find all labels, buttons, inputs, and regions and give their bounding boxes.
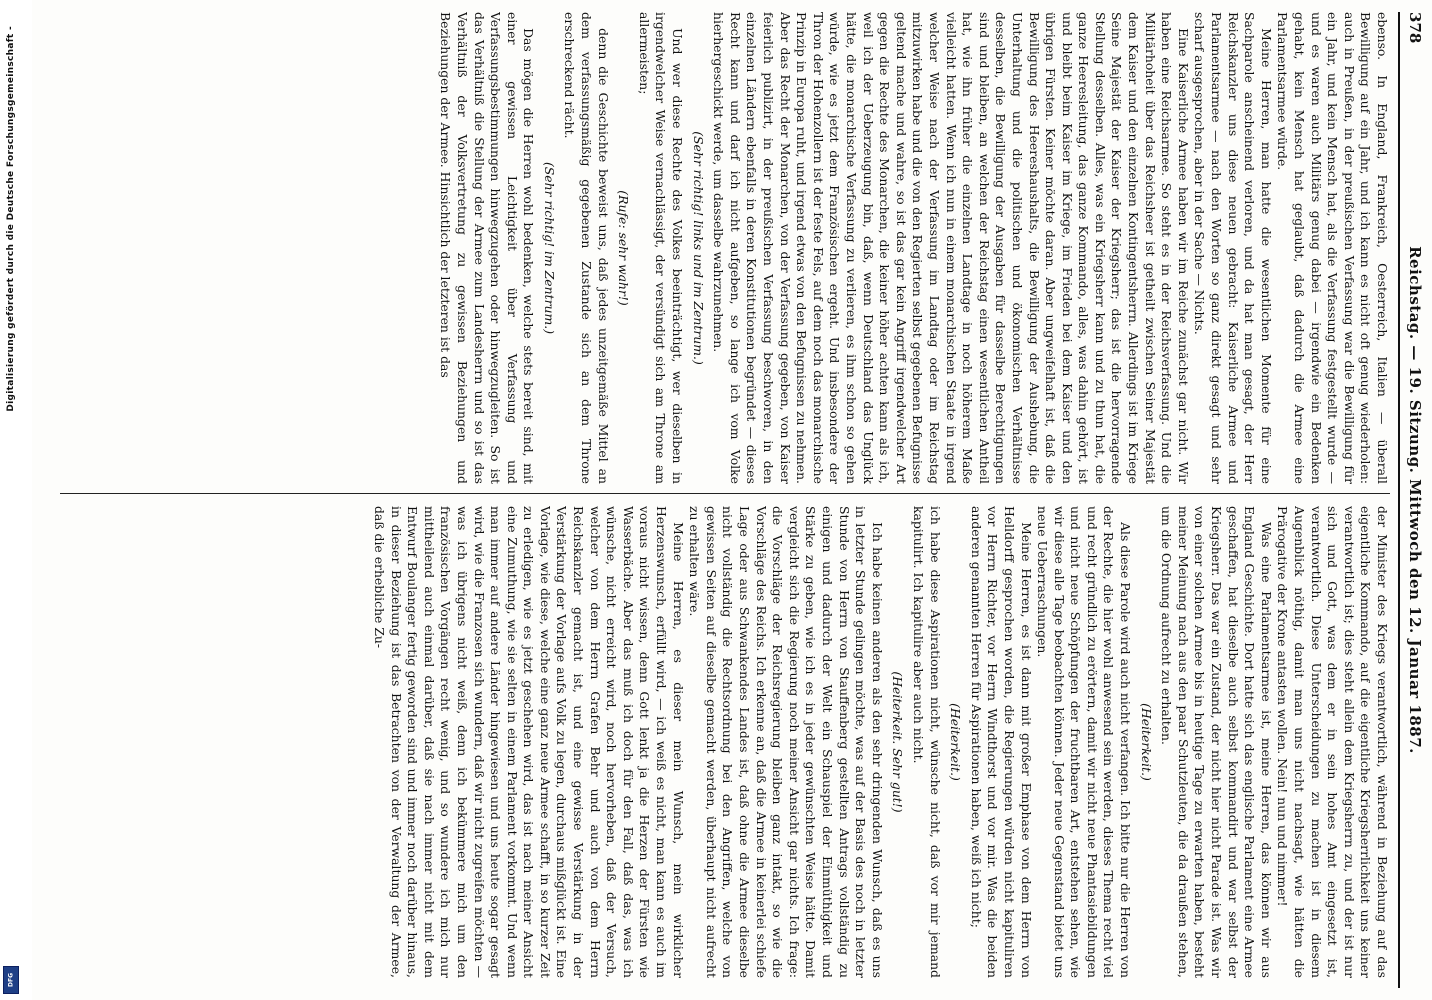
paragraph: der Minister des Kriegs verantwortlich, während in Beziehung auf das eigentliche Kommando, auf die eigentliche Kriegsherrlichkeit uns keiner verantwortlich ist; dies steht allein dem Kriegsherrn zu, und der ist nur sich und Gott, was dem er in sein hohes Amt eingesetzt ist, verantwortlich. Diese Unterscheidungen zu machen ist in diesem Augenblick nöthig, damit man uns nicht nachsagt, wie hätten die Prärogative der Krone antasten wollen. Nein! nun und nimmer! <box>1275 506 1390 978</box>
interjection: (Rufe: sehr wahr!) <box>616 190 632 306</box>
rotated-page <box>32 0 1432 1000</box>
paragraph: Und wer diese Rechte des Volkes beeinträchtigt, wer dieselben in irgendwelcher Weise vernachlässigt, der versündigt sich am Throne am allermeisten; <box>636 12 686 484</box>
paragraph: Als diese Parole wird auch nicht verfangen. Ich bitte nur die Herren von der Rechte, die hier wohl anwesend sein werden, dieses Thema recht viel und recht gründlich zu erörtern, damit wir nicht neue Phantasiebildungen und nicht neue Schöpfungen der fruchtbaren Art, entstehen sehen, wie wir diese alle Tage beobachten können. Jeder neue Gegenstand bietet uns neue Ueberraschungen. <box>1035 506 1134 978</box>
paragraph: Was eine Parlamentsarmee ist, meine Herren, das können wir aus England Geschichte. Dort hatte sich das englische Parlament eine Armee geschaffen, hat dieselbe auch selbst kommandirt und war selbst der Kriegsherr. Das war ein Zustand, der nicht hier nicht Parade ist. Was wir von einer solchen Armee bis in heutige Tage zu erwarten haben, besteht meiner Meinung nach aus den paar Schutzleuten, die da draußen stehen, um die Ordnung aufrecht zu erhalten. <box>1159 506 1274 978</box>
page-number: 378 <box>1406 12 1424 44</box>
column-divider <box>60 493 1390 494</box>
digitization-footer <box>0 0 22 1000</box>
interjection: (Heiterkeit.) <box>1138 703 1154 781</box>
footer-credit: Digitalisierung gefördert durch die Deutsche Forschungsgemeinschaft - <box>6 26 16 412</box>
left-column <box>60 12 1390 484</box>
paragraph: ebenso. In England, Frankreich, Oesterreich, Italien — überall Bewilligung auf ein Jahr, und ich kann es nicht oft genug wiederholen: auch in Preußen, in der preußischen Verfassung war die Bewilligung für ein Jahr, und kein Mensch hat, als die Verfassung festgestellt wurde — und es waren auch Militärs genug dabei — irgendwie ein Bedenken gehabt, kein Mensch hat geglaubt, daß dadurch die Armee eine Parlamentsarmee würde. <box>1275 12 1390 484</box>
paragraph: Meine Herren, es dieser mein Wunsch, mein wirklicher Herzenswunsch, erfüllt wird, — ich weiß es nicht, man kann es auch im voraus nicht wissen, denn Gott lenkt ja die Herzen der Fürsten wie Wasserbäche. Aber das muß ich doch für den Fall, daß das, was ich wünsche, nicht erreicht wird, noch hervorheben, daß der Versuch, welcher von dem Herrn Grafen Behr und auch von dem Herrn Reichskanzler gemacht ist, und eine gewisse Verstärkung in der Verstärkung der Vorlage aufs Volk zu legen, durchaus mißglückt ist. Eine Vorlage, wie diese, welche eine ganz neue Armee schafft, in so kurzer Zeit zu erledigen, wie es jetzt geschehen wird, das ist nach meiner Ansicht eine Zumuthung, wie sie selten in einem Parlament vorkommt. Und wenn man immer auf andere Länder hingewiesen und uns heute sogar gesagt wird, wie die Franzosen sich wundern, daß wir nicht zugreifen möchten — was ich übrigens nicht weiß, denn ich bekümmere mich um den französischen Vorgängen recht wenig, und so wundere ich mich nur mittheilend auch einmal darüber, daß sie nach immer nicht mit dem Entwurf Boulanger fertig geworden sind und immer noch darüber hinaus, in dieser Beziehung ist das Betrachten von der Verwaltung der Armee, daß die erhebliche Zu- <box>371 506 686 978</box>
paragraph: denn die Geschichte beweist uns, daß jedes unzeitgemäße Mittel an dem verfassungsmäßig gegebenen Zustande sich an dem Throne erschreckend rächt. <box>562 12 611 484</box>
dfg-logo-icon: DFG <box>3 966 19 994</box>
interjection: (Sehr richtig! im Zentrum.) <box>541 161 557 335</box>
paragraph: Ich habe keinen anderen als den sehr dringenden Wunsch, daß es uns in letzter Stunde gelingen möchte, was auf der Basis des noch in letzter Stunde von Herrn von Stauffenberg gestellten Antrags vollständig zu einigen und dadurch der Welt ein Schauspiel der Einmüthigkeit und Stärke zu geben, wie ich es in jeder gewünschten Weise hätte. Damit vergleicht sich die Regierung noch meiner Ansicht gar nichts. Ich frage: die Vorschläge der Reichsregierung bleiben ganz intakt, so wie die Vorschläge des Reichs. Ich erkenne an, daß die Armee in keinerlei schiefe Lage oder aus Schwankendes Landes ist, daß ohne die Armee dieselbe nicht vollständig die Rechtsordnung bei den Angriffen, welche von gewissen Seiten auf dieselbe gemacht werden, überhaupt nicht aufrecht zu erhalten wäre. <box>687 506 885 978</box>
interjection: (Heiterkeit.) <box>948 703 964 781</box>
running-title: Reichstag. — 19. Sitzung. Mittwoch den 12. Januar 1887. <box>1406 246 1424 754</box>
interjection: (Heiterkeit. Sehr gut!) <box>890 671 906 813</box>
paragraph: ich habe diese Aspirationen nicht, wünsche nicht, daß vor mir jemand kapitulirt. Ich kapitulire aber auch nicht. <box>910 506 943 978</box>
page-header <box>1398 12 1430 988</box>
paragraph: Meine Herren, es ist dann mit großer Emphase von dem Herrn von Helldorff gesprochen worden, die Regierungen würden nicht kapituliren vor Herrn Richter, vor Herrn Windthorst und vor mir. Was die beiden anderen genannten Herren für Aspirationen haben, weiß ich nicht; <box>968 506 1034 978</box>
paragraph: Das mögen die Herren wohl bedenken, welche stets bereit sind, mit einer gewissen Leichtigkeit über Verfassung und Verfassungsbestimmungen hinwegzugehen oder hinwegzugleiten. So ist das Verhältniß die Stellung der Armee zum Landesherrn und so ist das Verhältniß der Volksvertretung zu gewissen Beziehungen und Beziehungen der Armee. Hinsichtlich der letzteren ist das <box>438 12 537 484</box>
paragraph: Meine Herren, man hatte die wesentlichen Momente für eine Sachparole anscheinend verloren, und da hat man gesagt, der Herr Reichskanzler uns diese neuen gebracht: Kaiserliche Armee und Parlamentsarmee — nach den Worten so ganz direkt gesagt und sehr scharf ausgesprochen, aber in der Sache — Nichts. <box>1192 12 1274 484</box>
paragraph: Eine Kaiserliche Armee haben wir im Reiche zunächst gar nicht. Wir haben eine Reichsarmee. So steht es in der Reichsverfassung. Und die Militärhoheit über das Reichsheer ist getheilt zwischen Seiner Majestät dem Kaiser und den einzelnen Kontingentsherrn. Allerdings ist im Kriege Seine Majestät der Kaiser der Kriegsherr; das ist die hervorragende Stellung desselben. Alles, was ein Kriegsherr kann und zu thun hat, die ganze Heeresleitung, das ganze Kommando, alles, was dahin gehört, ist und bleibt beim Kaiser im Kriege, im Frieden bei dem Kaiser und den übrigen Fürsten. Keiner möchte daran. Aber ungweifelhaft ist, daß die Bewilligung des Heereshaushalts, die Bewilligung der Aushebung, die Unterhaltung und die politischen und ökonomischen Verhältnisse desselben, die Bewilligung der Ausgaben für dasselbe Berechtigungen sind und bleiben, an welchen der Reichstag einen wesentlichen Antheil hat, wie ihn früher die einzelnen Landtage in noch höherem Maße vielleicht hatten. Wenn ich nun in einem monarchischen Staate in irgend welcher Weise nach der Verfassung im Landtag oder im Reichstag mitzuwirken habe und die von den Regierten selbst gegebenen Befugnisse geltend mache und wahre, so ist das gar kein Angriff irgendwelcher Art gegen die Rechte des Monarchen, die keiner höher achten kann als ich, weil ich der Ueberzeugung bin, daß, wenn Deutschland das Unglück hätte, die monarchische Verfassung zu verlieren, es ihm schon so gehen würde, wie es jetzt dem Französischen ergeht. Und insbesondere der Thron der Hohenzollern ist der feste Fels, auf dem noch das monarchische Prinzip in Europa ruht, und irgend etwas von den Befugnissen zu nehmen. Aber das Recht der Monarchen, von der Verfassung gegeben, von Kaiser feierlich publizirt, in der preußischen Verfassung beschworen, in den einzelnen Ländern ebenfalls in deren Konstitutionen begründet — dieses Recht kann und darf ich nicht aufgeben, so lange ich vom Volke hierhergeschickt werde, um dasselbe wahrzunehmen. <box>711 12 1191 484</box>
interjection: (Sehr richtig! links und im Zentrum.) <box>690 131 706 365</box>
right-column <box>60 506 1390 978</box>
